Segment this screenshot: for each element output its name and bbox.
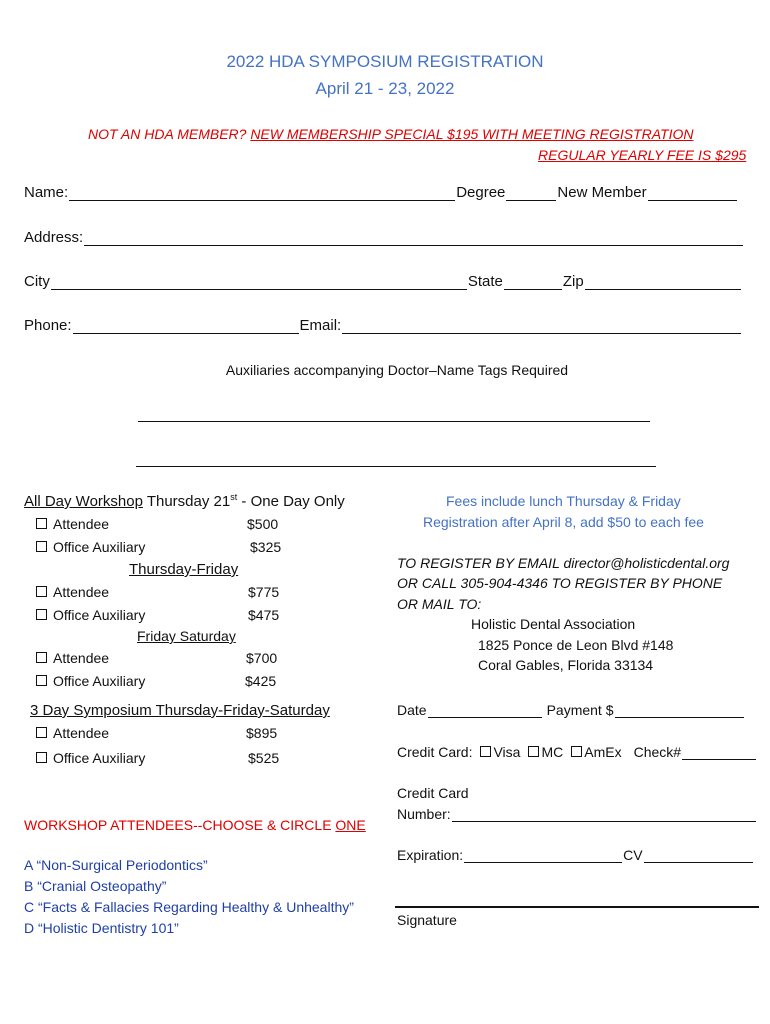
option-label: Office Auxiliary (53, 539, 146, 555)
choose-heading (24, 817, 366, 833)
price-thu-fri-auxiliary: $475 (248, 607, 280, 623)
option-symposium-auxiliary[interactable] (36, 750, 145, 766)
amex-option[interactable] (571, 744, 621, 760)
city-label: City (24, 273, 50, 290)
option-label: Attendee (53, 725, 110, 741)
mc-option[interactable] (528, 744, 563, 760)
payment-label: Payment $ (546, 702, 614, 718)
price-symposium-auxiliary: $525 (248, 750, 280, 766)
price-fri-sat-auxiliary: $425 (245, 673, 277, 689)
credit-card-row (397, 744, 757, 760)
option-label: Office Auxiliary (53, 750, 146, 766)
degree-label: Degree (456, 184, 506, 201)
workshop-heading (24, 492, 345, 510)
option-fri-sat-auxiliary[interactable] (36, 673, 145, 689)
degree-field[interactable] (506, 185, 556, 201)
workshop-day-suffix: st (230, 492, 238, 502)
city-row (24, 273, 742, 290)
cc-number-row (397, 806, 757, 822)
signature-line[interactable] (395, 906, 759, 908)
workshop-option-c[interactable]: C “Facts & Fallacies Regarding Healthy & Unhealthy” (24, 899, 354, 915)
page-title: 2022 HDA SYMPOSIUM REGISTRATION (226, 52, 544, 71)
auxiliary-name-line-1[interactable] (138, 421, 650, 422)
option-label: Office Auxiliary (53, 673, 146, 689)
price-thursday-attendee: $500 (247, 516, 279, 532)
email-field[interactable] (342, 318, 741, 334)
date-payment-row (397, 702, 745, 718)
regular-fee: REGULAR YEARLY FEE IS $295 (538, 147, 747, 163)
option-thu-fri-auxiliary[interactable] (36, 607, 145, 623)
mc-label: MC (541, 744, 564, 760)
date-label: Date (397, 702, 427, 718)
cv-field[interactable] (644, 847, 753, 863)
choose-heading-text: WORKSHOP ATTENDEES--CHOOSE & CIRCLE (24, 817, 336, 833)
name-label: Name: (24, 184, 69, 201)
credit-card-label: Credit Card: (397, 744, 473, 760)
checkbox-icon[interactable] (480, 746, 491, 757)
checkbox-icon[interactable] (36, 752, 47, 763)
name-field[interactable] (69, 185, 455, 201)
checkbox-icon[interactable] (528, 746, 539, 757)
workshop-one-day: - One Day Only (237, 493, 345, 510)
option-thu-fri-attendee[interactable] (36, 584, 109, 600)
mail-street: 1825 Ponce de Leon Blvd #148 (478, 637, 674, 653)
checkbox-icon[interactable] (36, 727, 47, 738)
signature-label: Signature (397, 912, 457, 928)
event-dates: April 21 - 23, 2022 (315, 79, 455, 98)
phone-row (24, 317, 742, 334)
option-thursday-auxiliary[interactable] (36, 539, 145, 555)
phone-label: Phone: (24, 317, 72, 334)
address-row (24, 229, 744, 246)
new-member-label: New Member (557, 184, 647, 201)
register-phone: OR CALL 305-904-4346 TO REGISTER BY PHONE (397, 575, 723, 591)
amex-label: AmEx (584, 744, 622, 760)
checkbox-icon[interactable] (36, 586, 47, 597)
price-thursday-auxiliary: $325 (250, 539, 282, 555)
workshop-option-b[interactable]: B “Cranial Osteopathy” (24, 878, 167, 894)
option-label: Attendee (53, 584, 110, 600)
date-field[interactable] (428, 702, 542, 718)
register-mail: OR MAIL TO: (397, 596, 482, 612)
workshop-day: Thursday 21 (142, 493, 231, 510)
price-symposium-attendee: $895 (246, 725, 278, 741)
membership-promo (88, 126, 693, 142)
thu-fri-heading: Thursday-Friday (129, 561, 239, 578)
visa-label: Visa (493, 744, 521, 760)
mail-city: Coral Gables, Florida 33134 (478, 657, 654, 673)
city-field[interactable] (51, 274, 467, 290)
promo-prefix: NOT AN HDA MEMBER? (88, 126, 251, 142)
zip-label: Zip (562, 273, 584, 290)
option-label: Office Auxiliary (53, 607, 146, 623)
fees-lunch-note: Fees include lunch Thursday & Friday (446, 493, 681, 509)
register-email: TO REGISTER BY EMAIL director@holisticdental.org (397, 555, 730, 571)
phone-field[interactable] (73, 318, 299, 334)
checkbox-icon[interactable] (571, 746, 582, 757)
payment-amount-field[interactable] (615, 702, 744, 718)
checkbox-icon[interactable] (36, 609, 47, 620)
email-label: Email: (299, 317, 342, 334)
expiration-field[interactable] (464, 847, 622, 863)
workshop-option-d[interactable]: D “Holistic Dentistry 101” (24, 920, 179, 936)
zip-field[interactable] (585, 274, 741, 290)
option-fri-sat-attendee[interactable] (36, 650, 109, 666)
workshop-option-a[interactable]: A “Non-Surgical Periodontics” (24, 857, 208, 873)
checkbox-icon[interactable] (36, 518, 47, 529)
price-fri-sat-attendee: $700 (246, 650, 278, 666)
check-label: Check# (633, 744, 682, 760)
state-label: State (467, 273, 503, 290)
promo-special: NEW MEMBERSHIP SPECIAL $195 WITH MEETING REGISTRATION (250, 126, 694, 142)
checkbox-icon[interactable] (36, 675, 47, 686)
late-fee-note: Registration after April 8, add $50 to each fee (423, 514, 704, 530)
workshop-title: All Day Workshop (24, 493, 143, 510)
auxiliary-name-line-2[interactable] (136, 466, 656, 467)
expiration-label: Expiration: (397, 847, 464, 863)
price-thu-fri-attendee: $775 (248, 584, 280, 600)
address-label: Address: (24, 229, 84, 246)
fri-sat-heading: Friday Saturday (137, 628, 236, 644)
choose-heading-one: ONE (335, 817, 366, 833)
option-label: Attendee (53, 516, 110, 532)
cc-number-field[interactable] (452, 806, 756, 822)
name-row (24, 184, 738, 201)
symposium-heading: 3 Day Symposium Thursday-Friday-Saturday (30, 702, 330, 719)
address-field[interactable] (84, 230, 743, 246)
new-member-field[interactable] (648, 185, 737, 201)
option-label: Attendee (53, 650, 110, 666)
cc-number-label-2: Number: (397, 806, 451, 822)
checkbox-icon[interactable] (36, 652, 47, 663)
cc-number-label-1: Credit Card (397, 785, 469, 801)
check-number-field[interactable] (682, 744, 756, 760)
cv-label: CV (623, 847, 643, 863)
state-field[interactable] (504, 274, 562, 290)
checkbox-icon[interactable] (36, 541, 47, 552)
auxiliaries-note: Auxiliaries accompanying Doctor–Name Tags Required (225, 362, 569, 378)
option-symposium-attendee[interactable] (36, 725, 109, 741)
mail-org: Holistic Dental Association (471, 616, 636, 632)
expiration-row (397, 847, 754, 863)
visa-option[interactable] (480, 744, 520, 760)
option-thursday-attendee[interactable] (36, 516, 109, 532)
